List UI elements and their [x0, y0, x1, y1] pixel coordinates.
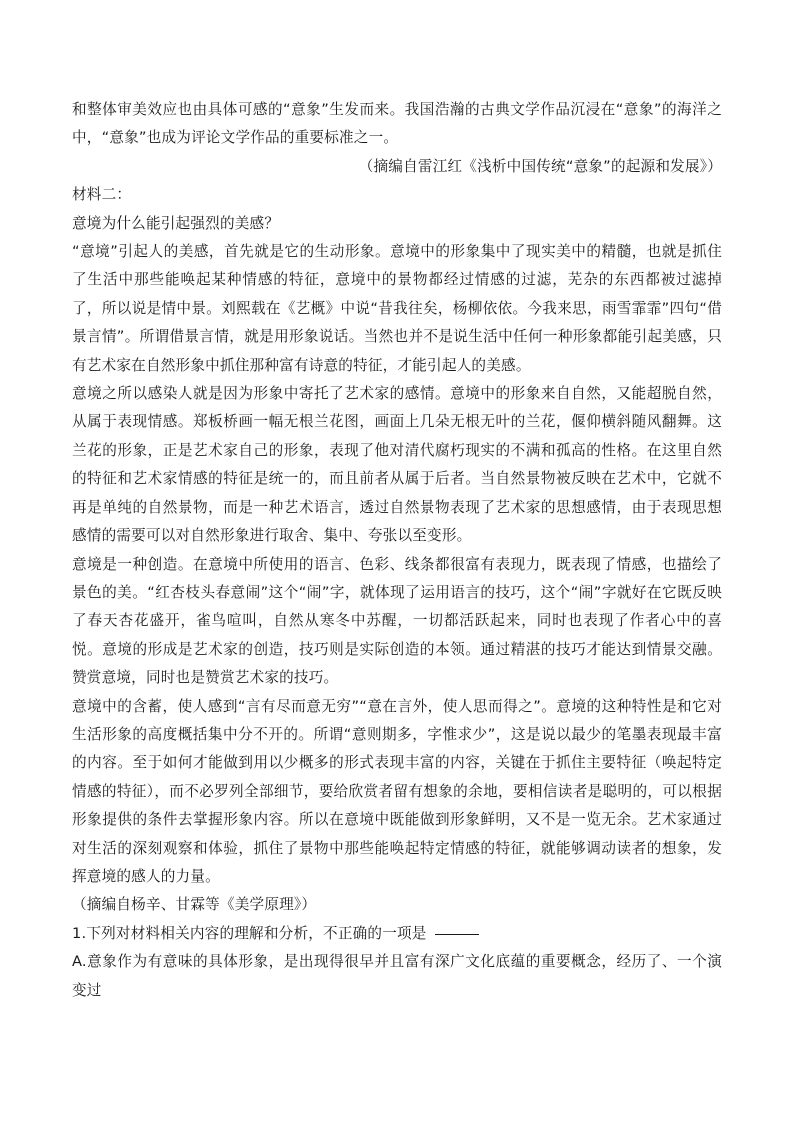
material1-paragraph-tail: 和整体审美效应也由具体可感的“意象”生发而来。我国浩瀚的古典文学作品沉浸在“意象”的海洋之中，“意象”也成为评论文学作品的重要标准之一。: [72, 101, 722, 147]
material2-paragraph-2: 意境之所以感染人就是因为形象中寄托了艺术家的感情。意境中的形象来自自然，又能超脱自然，从属于表现情感。郑板桥画一幅无根兰花图，画面上几朵无根无叶的兰花，偃仰横斜随风翻舞。这兰花的形象，正是艺术家自己的形象，表现了他对清代腐朽现实的不满和孤高的性格。在这里自然的特征和艺术家情感的特征是统一的，而且前者从属于后者。当自然景物被反映在艺术中，它就不再是单纯的自然景物，而是一种艺术语言，透过自然景物表现了艺术家的思想感情，由于表现思想感情的需要可以对自然形象进行取舍、集中、夸张以至变形。: [72, 385, 722, 545]
material2-paragraph-3: 意境是一种创造。在意境中所使用的语言、色彩、线条都很富有表现力，既表现了情感，也描绘了景色的美。“红杏枝头春意闹”这个“闹”字，就体现了运用语言的技巧，这个“闹”字就好在它既反映了春天杏花盛开，雀鸟喧叫，自然从寒冬中苏醒，一切都活跃起来，同时也表现了作者心中的喜悦。意境的形成是艺术家的创造，技巧则是实际创造的本领。通过精湛的技巧才能达到情景交融。赞赏意境，同时也是赞赏艺术家的技巧。: [72, 555, 722, 687]
question1-stem-text: 1.下列对材料相关内容的理解和分析，不正确的一项是: [72, 924, 427, 942]
material2-question: 意境为什么能引起强烈的美感？: [72, 214, 280, 232]
question1-option-a: A.意象作为有意味的具体形象，是出现得很早并且富有深广文化底蕴的重要概念，经历了、一个演变过: [72, 953, 722, 999]
material1-source: （摘编自雷江红《浅析中国传统“意象”的起源和发展》）: [358, 157, 722, 175]
material2-paragraph-4: 意境中的含蓄，使人感到“言有尽而意无穷”“意在言外，使人思而得之”。意境的这种特性是和它对生活形象的高度概括集中分不开的。所谓“意则期多，字惟求少”，这是说以最少的笔墨表现最丰富的内容。至于如何才能做到用以少概多的形式表现丰富的内容，关键在于抓住主要特征（唤起特定情感的特征），而不必罗列全部细节，要给欣赏者留有想象的余地，要相信读者是聪明的，可以根据形象提供的条件去掌握形象内容。所以在意境中既能做到形象鲜明，又不是一览无余。艺术家通过对生活的深刻观察和体验，抓住了景物中那些能唤起特定情感的特征，就能够调动读者的想象，发挥意境的感人的力量。: [72, 697, 722, 885]
material2-source: （摘编自杨辛、甘霖等《美学原理》）: [72, 896, 317, 914]
material2-heading: 材料二：: [72, 186, 132, 204]
material2-paragraph-1: “意境”引起人的美感，首先就是它的生动形象。意境中的形象集中了现实美中的精髓，也就是抓住了生活中那些能唤起某种情感的特征，意境中的景物都经过情感的过滤，芜杂的东西都被过滤掉了，所以说是情中景。刘熙载在《艺概》中说“昔我往矣，杨柳依依。今我来思，雨雪霏霏”四句“借景言情”。所谓借景言情，就是用形象说话。当然也并不是说生活中任何一种形象都能引起美感，只有艺术家在自然形象中抓住那种富有诗意的特征，才能引起人的美感。: [72, 243, 722, 374]
document-page: [72, 96, 722, 1005]
question1-stem: [72, 920, 722, 948]
answer-blank: [435, 933, 479, 935]
